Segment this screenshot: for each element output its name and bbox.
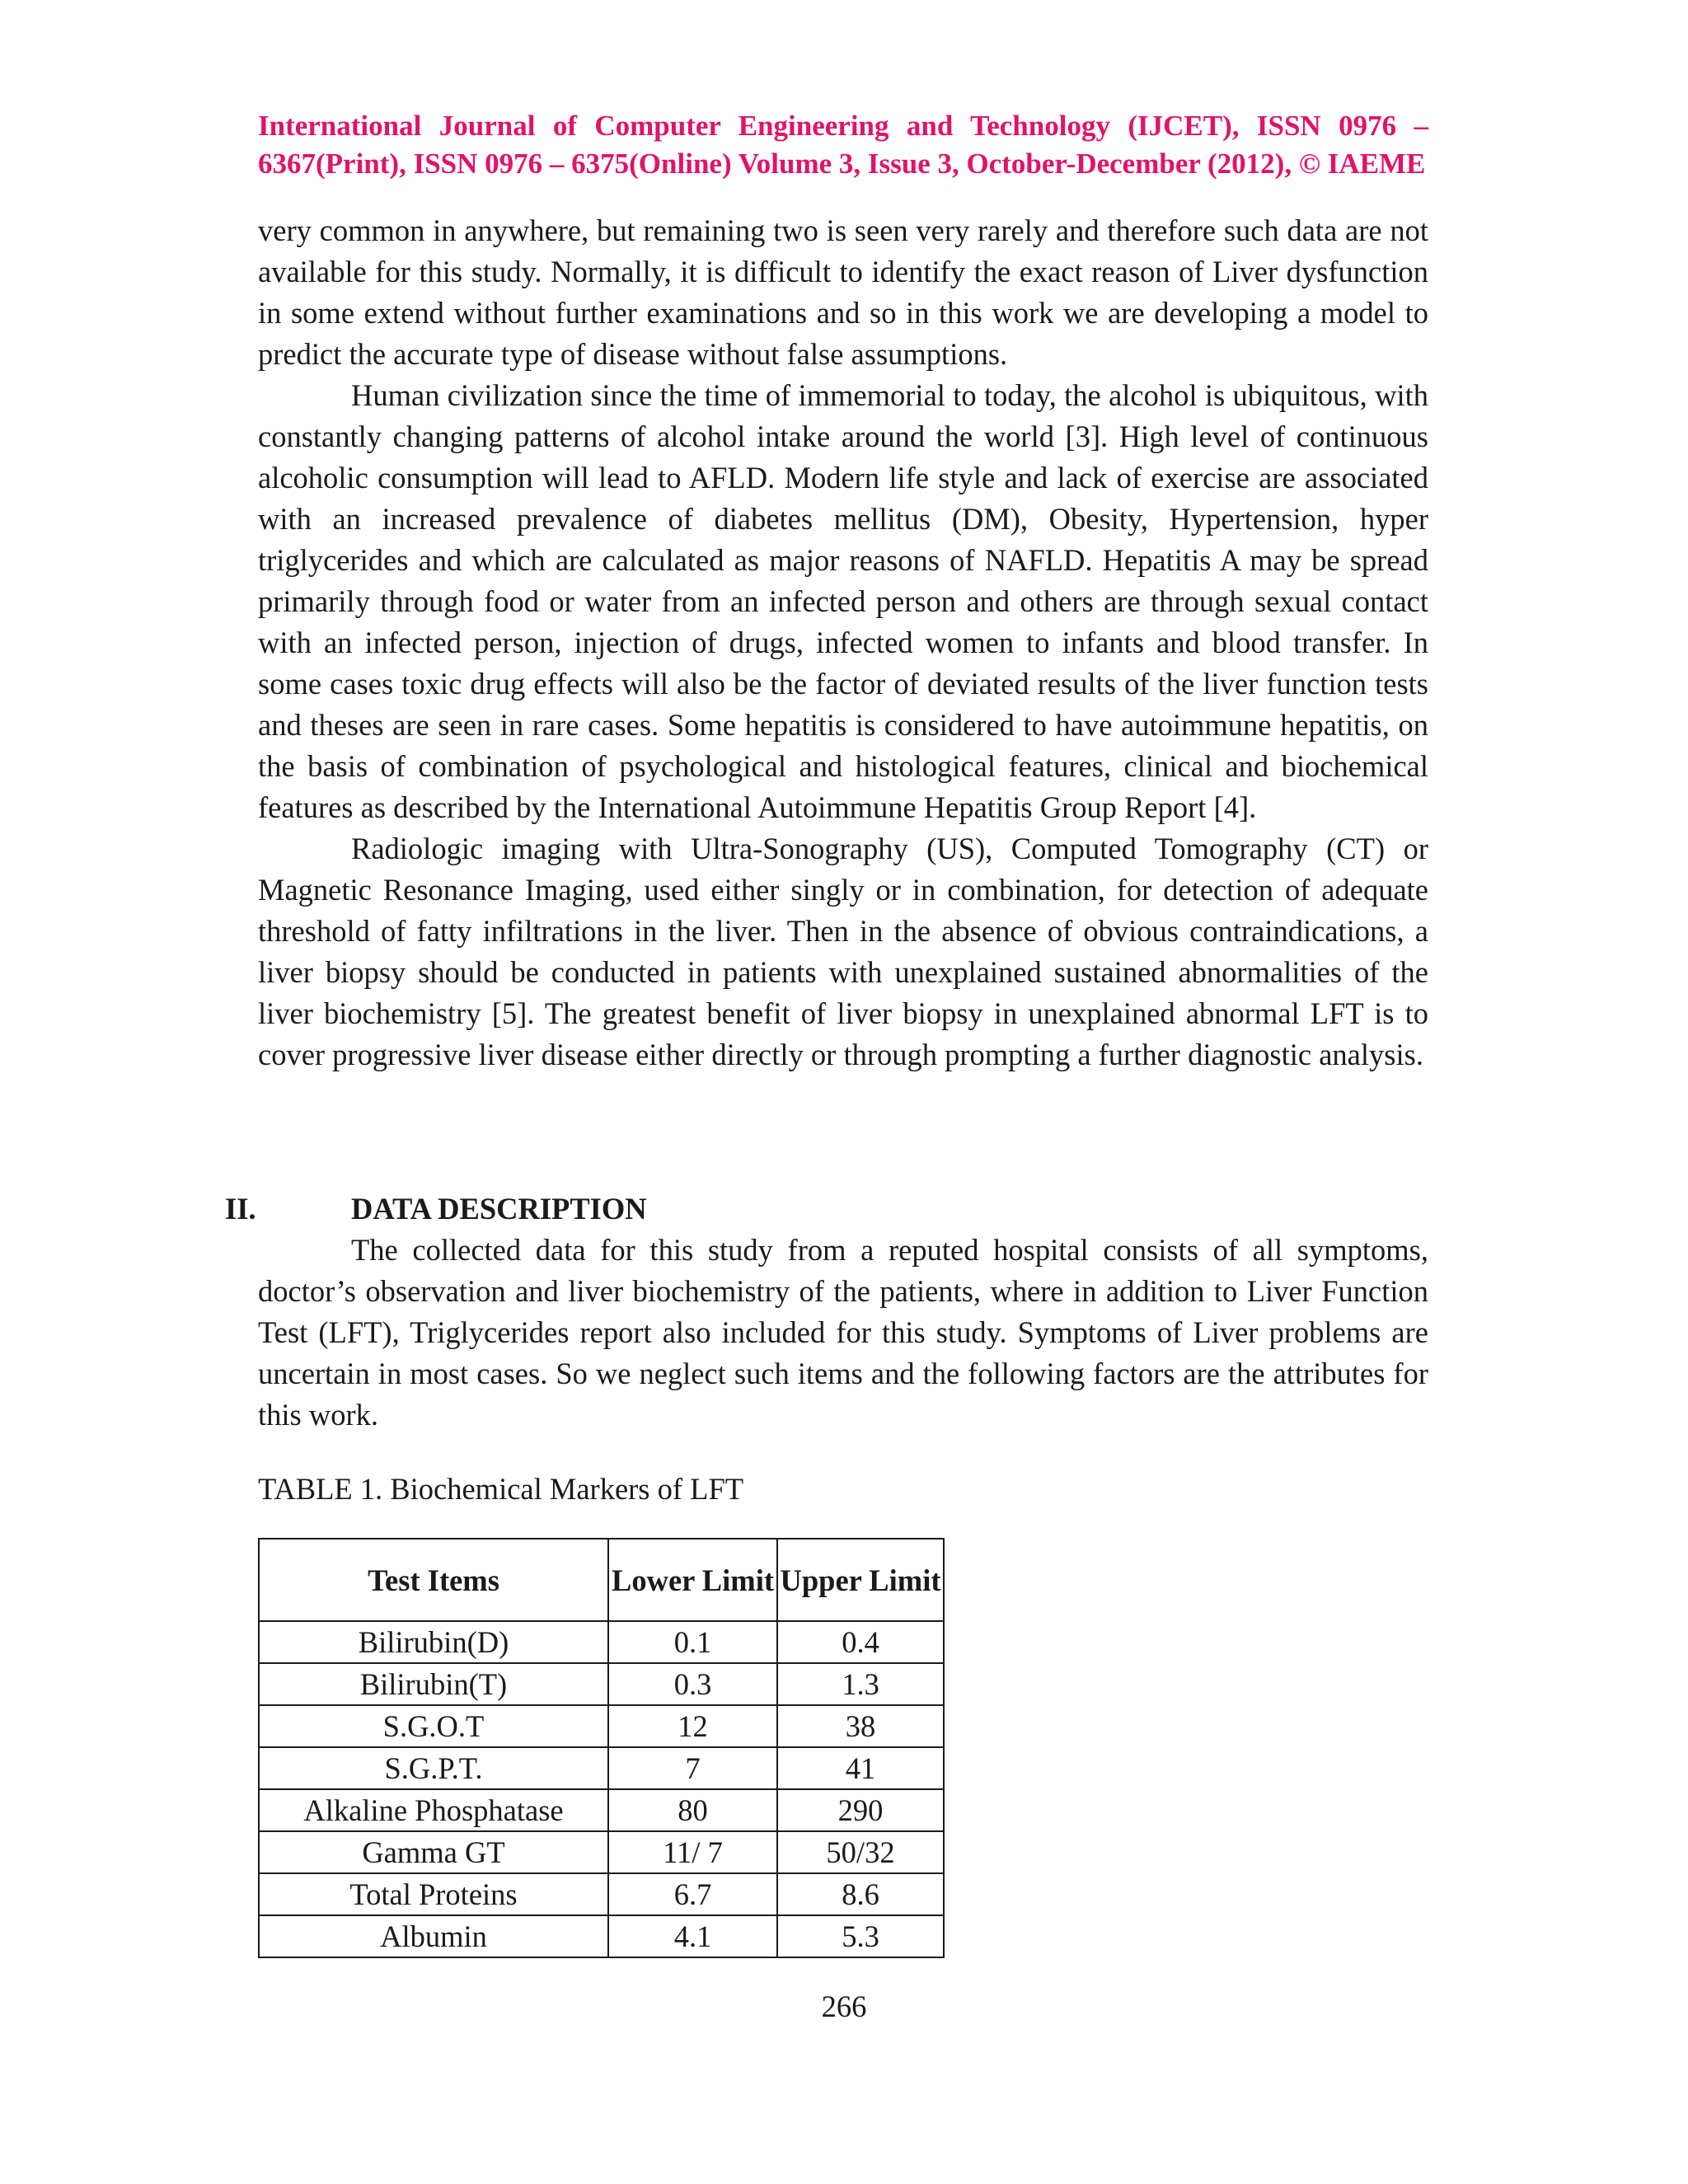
- section-heading: [225, 1188, 1428, 1230]
- paragraph-data-description: The collected data for this study from a reputed hospital consists of all symptoms, doctor’s observation and liver biochemistry of the patients, where in addition to Liver Function Test (LFT), Triglycerides report also included for this study. Symptoms of Liver problems are uncertain in most cases. So we neglect such items and the following factors are the attributes for this work.: [258, 1233, 1428, 1432]
- table-row: [259, 1621, 944, 1663]
- cell-upper-limit: 41: [777, 1747, 944, 1789]
- cell-test-item: Bilirubin(D): [259, 1621, 608, 1663]
- journal-header: International Journal of Computer Engineering and Technology (IJCET), ISSN 0976 – 6367(Print), ISSN 0976 – 6375(Online) Volume 3, Issue 3, October-December (2012), © IAEME: [258, 110, 1428, 180]
- table-row: [259, 1873, 944, 1915]
- cell-lower-limit: 7: [608, 1747, 777, 1789]
- section-title: DATA DESCRIPTION: [351, 1192, 647, 1226]
- paragraph-alcohol: Human civilization since the time of immemorial to today, the alcohol is ubiquitous, with constantly changing patterns of alcohol intake around the world [3]. High level of continuous alcoholic consumption will lead to AFLD. Modern life style and lack of exercise are associated with an increased prevalence of diabetes mellitus (DM), Obesity, Hypertension, hyper triglycerides and which are calculated as major reasons of NAFLD. Hepatitis A may be spread primarily through food or water from an infected person and others are through sexual contact with an infected person, injection of drugs, infected women to infants and blood transfer. In some cases toxic drug effects will also be the factor of deviated results of the liver function tests and theses are seen in rare cases. Some hepatitis is considered to have autoimmune hepatitis, on the basis of combination of psychological and histological features, clinical and biochemical features as described by the International Autoimmune Hepatitis Group Report [4].: [258, 378, 1428, 824]
- table-row: [259, 1705, 944, 1747]
- table-header-row: [259, 1539, 944, 1621]
- cell-lower-limit: 11/ 7: [608, 1831, 777, 1873]
- table-row: [259, 1747, 944, 1789]
- cell-test-item: Alkaline Phosphatase: [259, 1789, 608, 1831]
- cell-upper-limit: 50/32: [777, 1831, 944, 1873]
- cell-lower-limit: 0.1: [608, 1621, 777, 1663]
- cell-lower-limit: 4.1: [608, 1915, 777, 1957]
- table-row: [259, 1663, 944, 1705]
- cell-lower-limit: 80: [608, 1789, 777, 1831]
- cell-test-item: Albumin: [259, 1915, 608, 1957]
- cell-lower-limit: 0.3: [608, 1663, 777, 1705]
- header-upper-limit: Upper Limit: [777, 1539, 944, 1621]
- cell-lower-limit: 12: [608, 1705, 777, 1747]
- table-row: [259, 1915, 944, 1957]
- paragraph-radiologic: Radiologic imaging with Ultra-Sonography (US), Computed Tomography (CT) or Magnetic Resonance Imaging, used either singly or in combination, for detection of adequate threshold of fatty infiltrations in the liver. Then in the absence of obvious contraindications, a liver biopsy should be conducted in patients with unexplained sustained abnormalities of the liver biochemistry [5]. The greatest benefit of liver biopsy in unexplained abnormal LFT is to cover progressive liver disease either directly or through prompting a further diagnostic analysis.: [258, 832, 1428, 1071]
- cell-test-item: S.G.O.T: [259, 1705, 608, 1747]
- lft-markers-table: [258, 1538, 945, 1958]
- cell-test-item: Gamma GT: [259, 1831, 608, 1873]
- cell-upper-limit: 0.4: [777, 1621, 944, 1663]
- header-lower-limit: Lower Limit: [608, 1539, 777, 1621]
- table-row: [259, 1831, 944, 1873]
- cell-lower-limit: 6.7: [608, 1873, 777, 1915]
- cell-upper-limit: 5.3: [777, 1915, 944, 1957]
- cell-test-item: Bilirubin(T): [259, 1663, 608, 1705]
- header-test-items: Test Items: [259, 1539, 608, 1621]
- cell-upper-limit: 38: [777, 1705, 944, 1747]
- cell-upper-limit: 8.6: [777, 1873, 944, 1915]
- cell-upper-limit: 290: [777, 1789, 944, 1831]
- table-row: [259, 1789, 944, 1831]
- page-number: 266: [821, 1990, 867, 2023]
- section-number: II.: [225, 1192, 256, 1226]
- cell-test-item: Total Proteins: [259, 1873, 608, 1915]
- cell-upper-limit: 1.3: [777, 1663, 944, 1705]
- cell-test-item: S.G.P.T.: [259, 1747, 608, 1789]
- body-text-section: [258, 1230, 1428, 1436]
- body-text-top: [258, 210, 1428, 1076]
- table-caption: TABLE 1. Biochemical Markers of LFT: [258, 1472, 744, 1506]
- paragraph-continuation: very common in anywhere, but remaining two is seen very rarely and therefore such data are not available for this study. Normally, it is difficult to identify the exact reason of Liver dysfunction in some extend without further examinations and so in this work we are developing a model to predict the accurate type of disease without false assumptions.: [258, 213, 1428, 371]
